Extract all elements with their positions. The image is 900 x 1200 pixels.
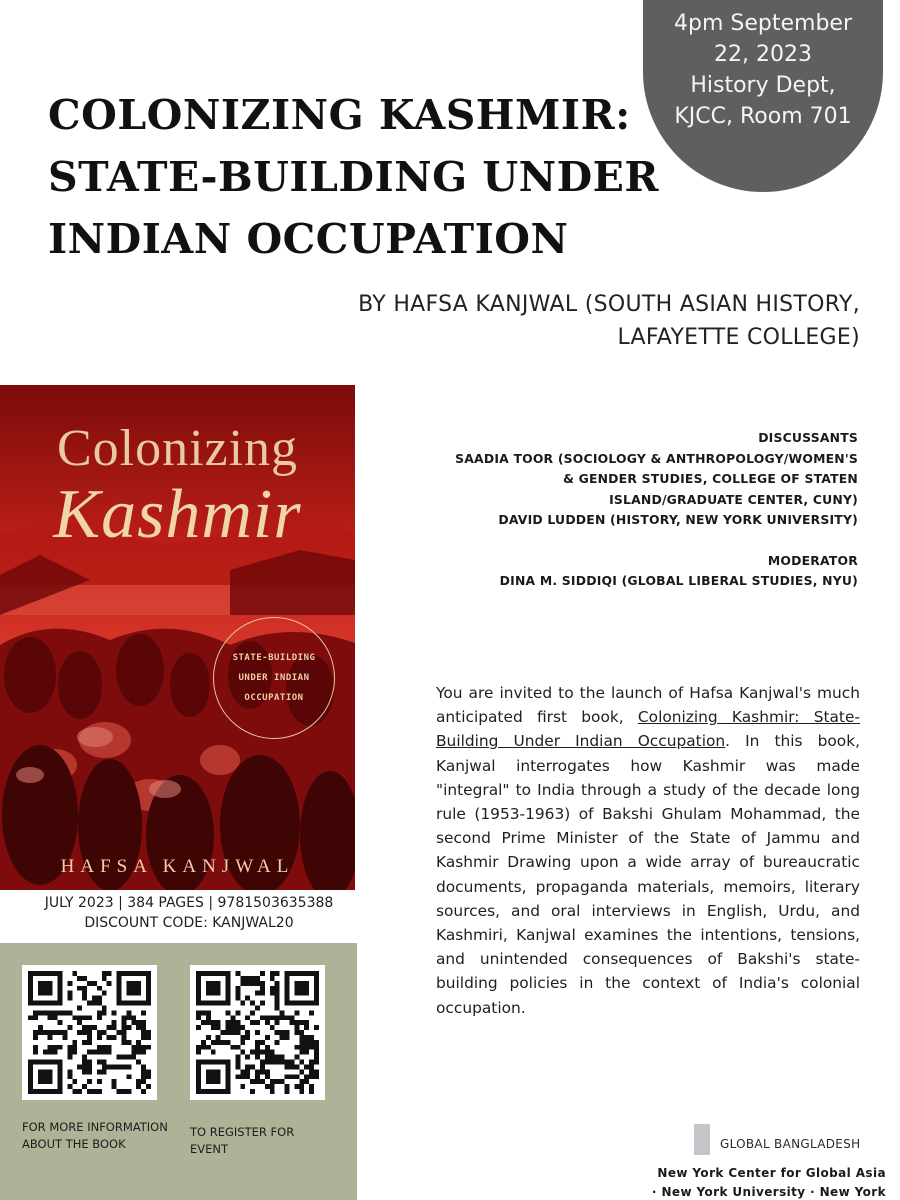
discussant-2: DAVID LUDDEN (HISTORY, NEW YORK UNIVERSITY) [498, 512, 858, 527]
speakers-section [378, 428, 858, 592]
book-title-link[interactable]: Colonizing Kashmir: State-Building Under Indian Occupation [436, 708, 860, 751]
moderator: DINA M. SIDDIQI (GLOBAL LIBERAL STUDIES, NYU) [499, 573, 858, 588]
footer-org-line-1: New York Center for Global Asia [657, 1166, 886, 1180]
event-room: KJCC, Room 701 [674, 104, 852, 129]
title-line-2: STATE-BUILDING UNDER [48, 153, 660, 201]
book-info-qr-label: FOR MORE INFORMATION ABOUT THE BOOK [22, 1120, 168, 1151]
cover-title-kashmir: Kashmir [53, 476, 302, 553]
cover-subtitle-circle [213, 617, 335, 739]
section-spacer [378, 531, 858, 551]
description-intro: You are invited to the launch of Hafsa Kanjwal's much anticipated first book, [436, 684, 860, 727]
book-cover-image [0, 385, 355, 890]
qr-code-icon [28, 971, 151, 1094]
title-line-3: INDIAN OCCUPATION [48, 215, 569, 263]
cover-subtitle-line-3: OCCUPATION [244, 693, 304, 703]
event-description [436, 681, 860, 1020]
author-line-2: LAFAYETTE COLLEGE) [617, 325, 860, 350]
event-date: 4pm September [674, 11, 852, 36]
description-body: . In this book, Kanjwal interrogates how Kashmir was made "integral" to India through a study of the decade long rule (1953-1963) of Bakshi Ghulam Mohammad, the second Prime Minister of the State of Jammu and Kashmir Drawing upon a wide array of bureaucratic documents, propaganda materials, memoirs, literary sources, and oral interviews in English, Urdu, and Kashmiri, Kanjwal examines the intentions, tensions, and unintended consequences of Bakshi's state-building policies in the context of India's colonial occupation. [436, 732, 860, 1017]
author-line-1: BY HAFSA KANJWAL (SOUTH ASIAN HISTORY, [358, 292, 860, 317]
footer-org-line-2: · New York University · New York [651, 1185, 886, 1199]
register-qr-label: TO REGISTER FOR EVENT [190, 1125, 295, 1156]
qr-code-panel [0, 943, 357, 1200]
global-bangladesh-logo-icon [694, 1124, 710, 1155]
title-line-1: COLONIZING KASHMIR: [48, 91, 631, 139]
event-title [48, 84, 660, 270]
cover-title-colonizing: Colonizing [56, 420, 299, 477]
moderator-heading: MODERATOR [767, 552, 858, 568]
book-details [0, 893, 378, 933]
event-location: History Dept, [690, 73, 836, 98]
discussant-1-line-2: & GENDER STUDIES, COLLEGE OF STATEN [563, 471, 858, 486]
cover-author: HAFSA KANJWAL [60, 856, 295, 877]
global-bangladesh-logo-text: GLOBAL BANGLADESH [720, 1137, 861, 1151]
register-qr-code[interactable] [190, 965, 325, 1100]
cover-subtitle-line-1: STATE-BUILDING [232, 653, 316, 663]
discount-code: DISCOUNT CODE: KANJWAL20 [84, 915, 294, 931]
footer-organization [586, 1164, 886, 1200]
book-info-qr-code[interactable] [22, 965, 157, 1100]
discussant-1-line-3: ISLAND/GRADUATE CENTER, CUNY) [609, 491, 858, 507]
event-date-badge [643, 0, 883, 192]
discussants-heading: DISCUSSANTS [758, 430, 858, 445]
author-byline [240, 288, 860, 354]
book-publication-info: JULY 2023 | 384 PAGES | 9781503635388 [44, 895, 334, 911]
event-date-year: 22, 2023 [714, 42, 812, 67]
cover-subtitle-line-2: UNDER INDIAN [238, 673, 310, 683]
discussant-1-line-1: SAADIA TOOR (SOCIOLOGY & ANTHROPOLOGY/WOMEN'S [455, 450, 858, 466]
qr-code-icon [196, 971, 319, 1094]
